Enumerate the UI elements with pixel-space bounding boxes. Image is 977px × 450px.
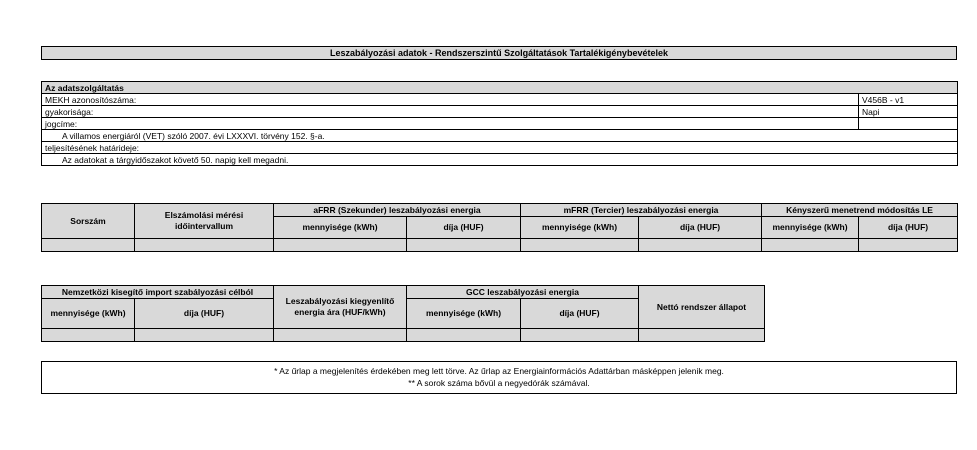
gcc-price-header: díja (HUF) bbox=[521, 299, 639, 329]
data-cell[interactable] bbox=[135, 239, 274, 252]
deadline-text: Az adatokat a tárgyidőszakot követő 50. napig kell megadni. bbox=[42, 154, 958, 166]
data-cell[interactable] bbox=[859, 239, 958, 252]
page-title: Leszabályozási adatok - Rendszerszintű Szolgáltatások Tartalékigénybevételek bbox=[41, 46, 957, 60]
data-cell[interactable] bbox=[42, 239, 135, 252]
col-netto: Nettó rendszer állapot bbox=[639, 286, 765, 329]
group-mfrr: mFRR (Tercier) leszabályozási energia bbox=[521, 204, 762, 217]
kenyszer-price-header: díja (HUF) bbox=[859, 217, 958, 239]
footnote-1: * Az űrlap a megjelenítés érdekében meg lett törve. Az űrlap az Energiainformációs Adattárban másképpen jelenik meg. bbox=[274, 366, 724, 376]
data-cell[interactable] bbox=[521, 329, 639, 342]
col-kiegyenlito: Leszabályozási kiegyenlítő energia ára (HUF/kWh) bbox=[274, 286, 407, 329]
mfrr-qty-header: mennyisége (kWh) bbox=[521, 217, 639, 239]
footnote-2: ** A sorok száma bővül a negyedórák számával. bbox=[408, 378, 590, 388]
legal-value-cell bbox=[859, 118, 958, 130]
reserve-table-2 bbox=[41, 285, 765, 342]
data-cell[interactable] bbox=[42, 329, 135, 342]
group-afrr: aFRR (Szekunder) leszabályozási energia bbox=[274, 204, 521, 217]
legal-label: jogcíme: bbox=[42, 118, 859, 130]
info-header: Az adatszolgáltatás bbox=[42, 82, 958, 94]
group-import: Nemzetközi kisegítő import szabályozási célból bbox=[42, 286, 274, 299]
gcc-qty-header: mennyisége (kWh) bbox=[407, 299, 521, 329]
data-cell[interactable] bbox=[639, 239, 762, 252]
import-price-header: díja (HUF) bbox=[135, 299, 274, 329]
data-cell[interactable] bbox=[521, 239, 639, 252]
data-cell[interactable] bbox=[639, 329, 765, 342]
col-interval: Elszámolási mérési időintervallum bbox=[135, 204, 274, 239]
mfrr-price-header: díja (HUF) bbox=[639, 217, 762, 239]
mekh-value: V456B - v1 bbox=[859, 94, 958, 106]
group-kenyszer: Kényszerű menetrend módosítás LE bbox=[762, 204, 958, 217]
info-table bbox=[41, 81, 958, 166]
data-cell[interactable] bbox=[274, 239, 407, 252]
data-cell[interactable] bbox=[135, 329, 274, 342]
afrr-price-header: díja (HUF) bbox=[407, 217, 521, 239]
data-cell[interactable] bbox=[407, 239, 521, 252]
data-cell[interactable] bbox=[407, 329, 521, 342]
col-sorszam: Sorszám bbox=[42, 204, 135, 239]
freq-value: Napi bbox=[859, 106, 958, 118]
mekh-label: MEKH azonosítószáma: bbox=[42, 94, 859, 106]
afrr-qty-header: mennyisége (kWh) bbox=[274, 217, 407, 239]
kenyszer-qty-header: mennyisége (kWh) bbox=[762, 217, 859, 239]
deadline-label: teljesítésének határideje: bbox=[42, 142, 958, 154]
import-qty-header: mennyisége (kWh) bbox=[42, 299, 135, 329]
data-cell[interactable] bbox=[762, 239, 859, 252]
reserve-table-1 bbox=[41, 203, 958, 252]
freq-label: gyakorisága: bbox=[42, 106, 859, 118]
legal-text: A villamos energiáról (VET) szóló 2007. évi LXXXVI. törvény 152. §-a. bbox=[42, 130, 958, 142]
group-gcc: GCC leszabályozási energia bbox=[407, 286, 639, 299]
data-cell[interactable] bbox=[274, 329, 407, 342]
footnotes bbox=[41, 361, 957, 394]
